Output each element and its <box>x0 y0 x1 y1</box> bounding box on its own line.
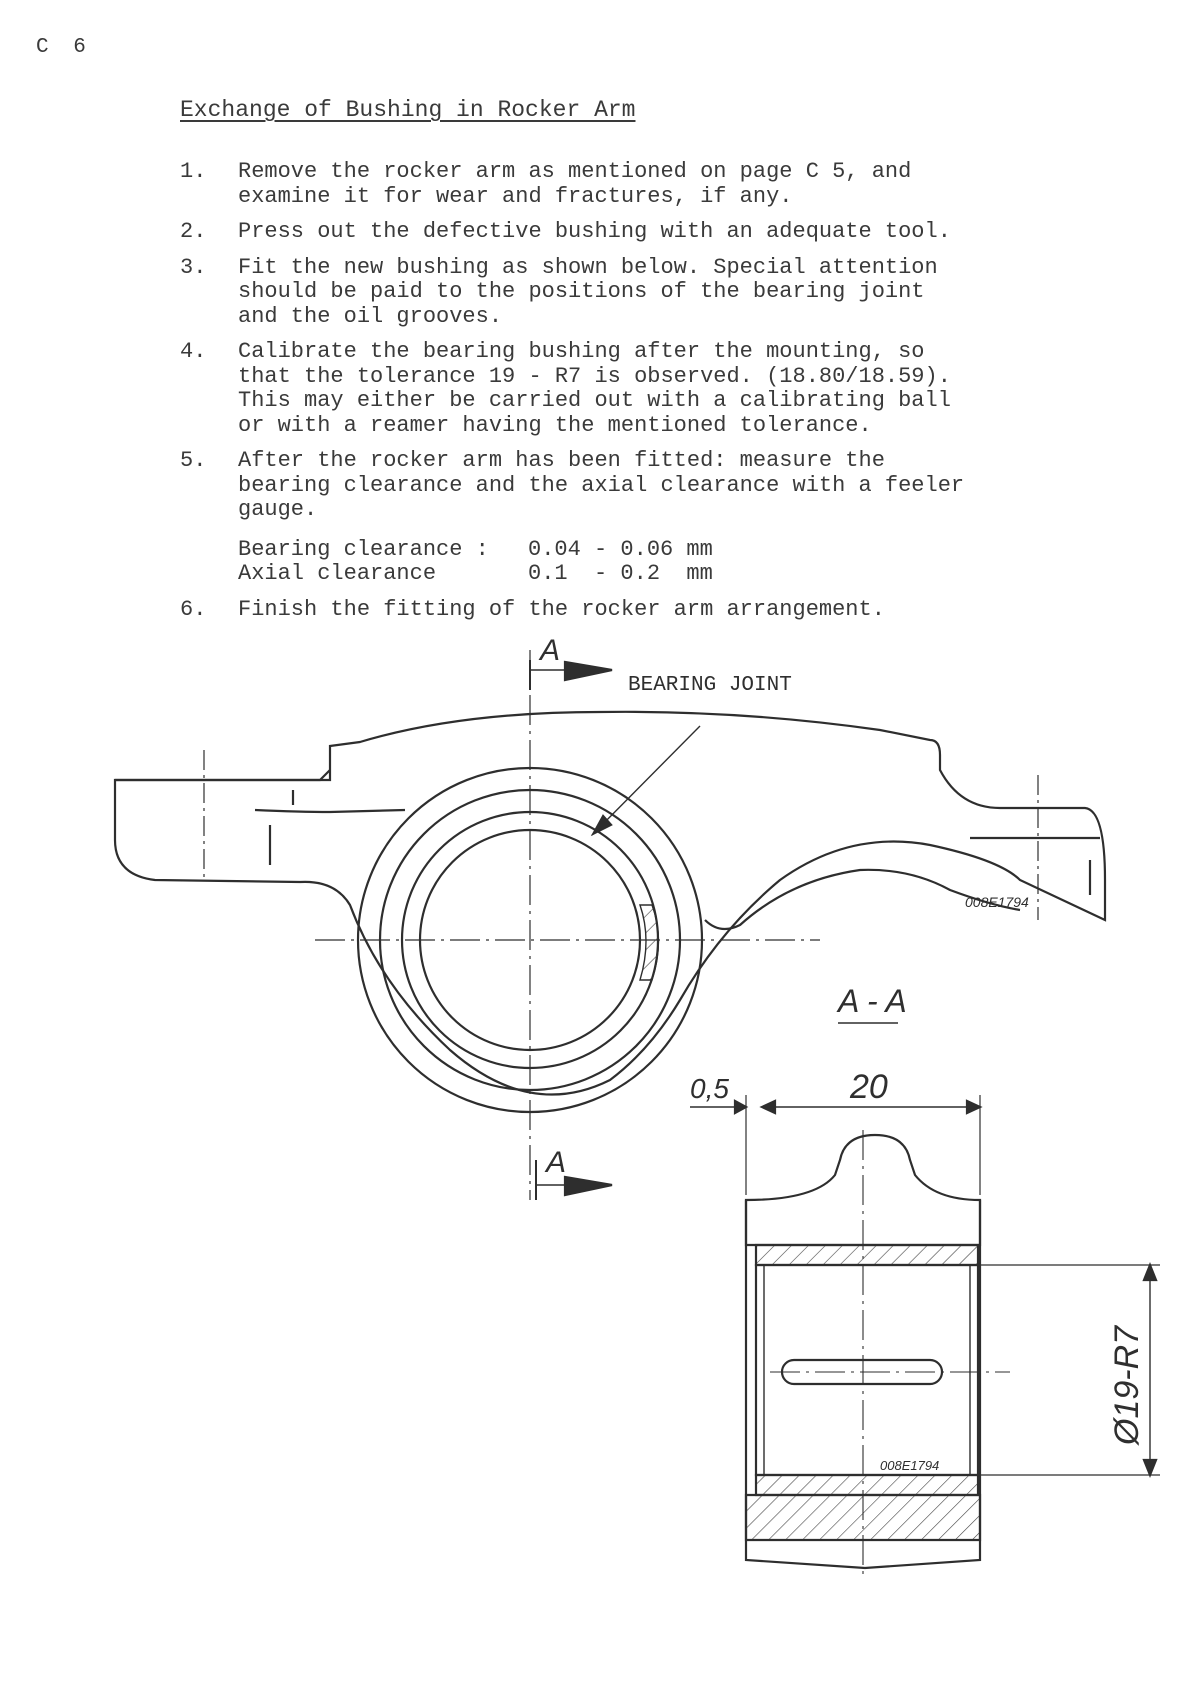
clearance-label: Axial clearance <box>238 561 437 586</box>
step-number: 5. <box>180 448 207 473</box>
step-number: 2. <box>180 219 207 244</box>
drawing-number: 008E1794 <box>965 894 1029 910</box>
rocker-arm-outline <box>115 712 1105 1095</box>
step-number: 1. <box>180 159 207 184</box>
step-text: Calibrate the bearing bushing after the mounting, so that the tolerance 19 - R7 is observed. (18.80/18.59). This may either be carried out with a calibrating ball or with a reamer having the mentioned tolerance. <box>238 339 951 438</box>
page-reference: C 6 <box>36 36 92 59</box>
step-number: 3. <box>180 254 207 280</box>
oil-groove <box>640 905 659 980</box>
dimension-diameter: Ø19-R7 <box>1108 1325 1146 1445</box>
dimension-offset: 0,5 <box>690 1073 729 1104</box>
step-text: Remove the rocker arm as mentioned on page C 5, and examine it for wear and fractures, if any. <box>238 159 912 209</box>
step-number: 4. <box>180 339 207 364</box>
clearance-value: 0.1 - 0.2 mm <box>528 561 713 586</box>
step-number: 6. <box>180 596 207 622</box>
section-view-title: A - A <box>838 983 907 1019</box>
clearance-value: 0.04 - 0.06 mm <box>528 536 713 562</box>
dimension-width: 20 <box>850 1068 888 1106</box>
rocker-arm-view <box>115 650 1105 1200</box>
drawing-number-section: 008E1794 <box>880 1458 940 1473</box>
step-text: After the rocker arm has been fitted: measure the bearing clearance and the axial clearance with a feeler gauge. <box>238 448 965 522</box>
bushing-wall-top <box>756 1245 978 1265</box>
section-title: Exchange of Bushing in Rocker Arm <box>180 97 636 123</box>
step-text: Finish the fitting of the rocker arm arrangement. <box>238 596 885 622</box>
bearing-joint-label: BEARING JOINT <box>628 674 792 697</box>
bushing-section-view <box>690 1023 1160 1580</box>
section-marker-top: A <box>540 634 561 667</box>
step-text: Fit the new bushing as shown below. Special attention should be paid to the positions of the bearing joint and the oil grooves. <box>238 254 938 329</box>
section-marker-bottom: A <box>546 1146 567 1179</box>
clearance-label: Bearing clearance : <box>238 536 489 562</box>
step-text: Press out the defective bushing with an adequate tool. <box>238 219 951 244</box>
bushing-wall-bottom <box>756 1475 978 1495</box>
